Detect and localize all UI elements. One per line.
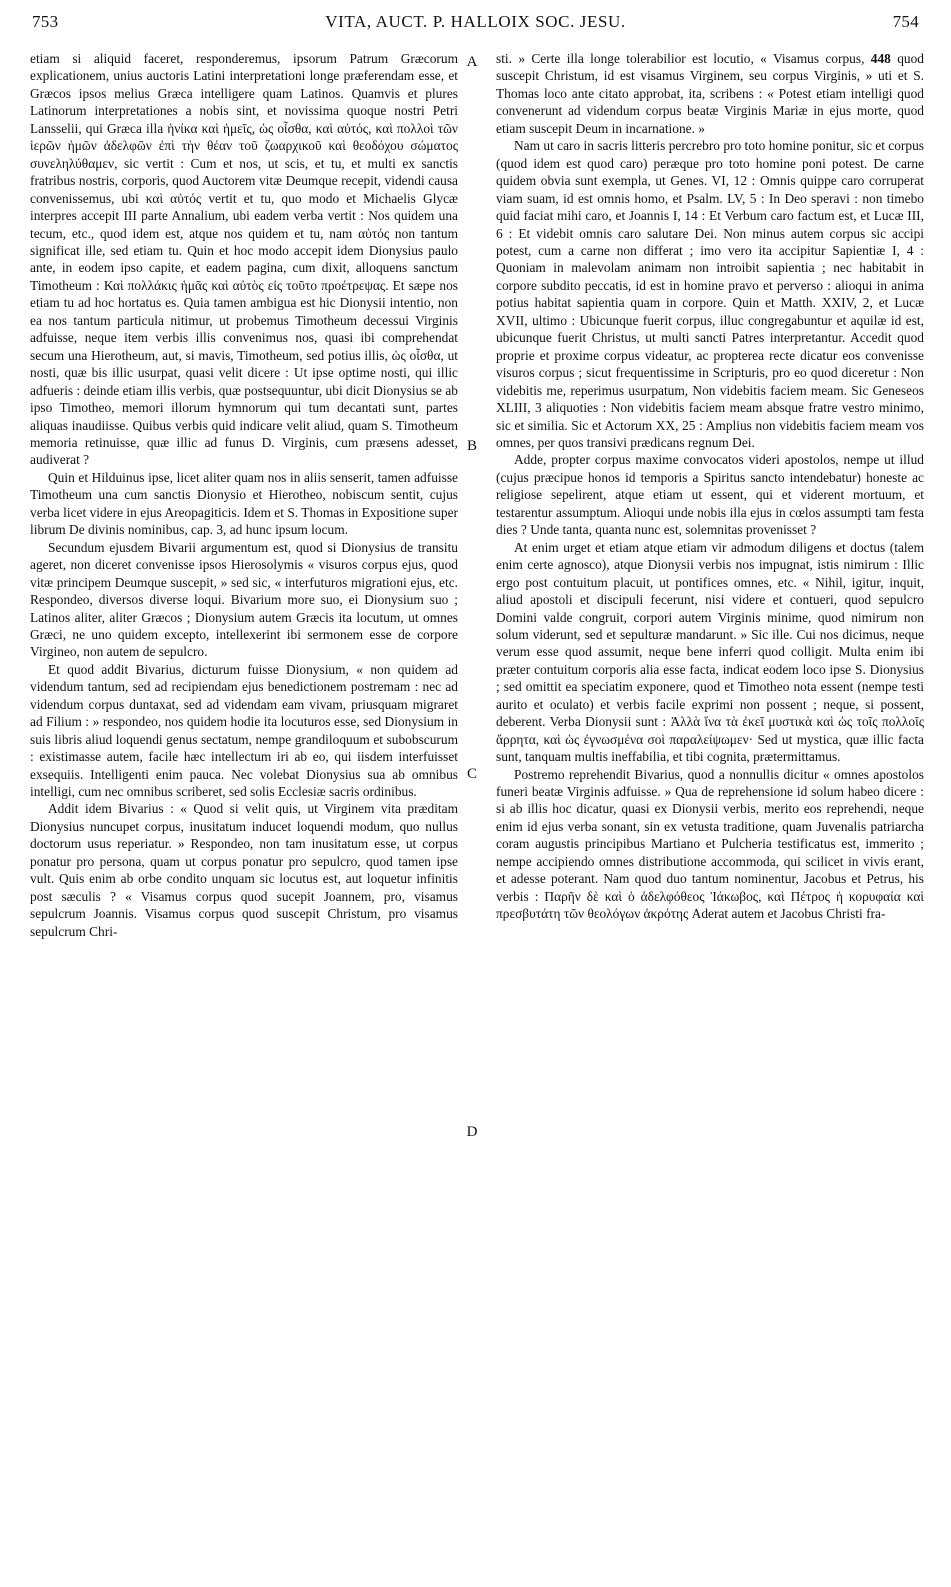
paragraph: Nam ut caro in sacris litteris percrebro pro toto homine ponitur, sic et corpus (quod idem est quod caro) peræque pro toto homine poni potest. De carne quidem obvia sunt exempla, ut Genes. VI, 12 : Omnis quippe caro corruperat viam suam, id est omnis homo, et Psalm. LV, 5 : In Deo speravi : non timebo quid faciat mihi caro, et Joannis I, 14 : Et Verbum caro factum est, et Lucæ III, 6 : Et videbit omnis caro salutare Dei. Non minus autem corpus sic accipi potest, cum a carne non differat ; imo vero ita accipitur Sapientiæ I, 4 : Quoniam in malevolam animam non introibit sapientia ; nec habitabit in corpore subdito peccatis, id est in homine pravo et perverso : alioqui in anima potius habitat sapientia quam in corpore. Quin et Matth. XXIV, 2, et Lucæ XVII, ultimo : Ubicunque fuerit corpus, illuc congregabuntur et aquilæ id est, ubicunque fuerit Christus, ut multi sancti Patres interpretantur. Accedit quod proprie et proxime corpus videatur, ac propterea recte dicatur eos convenisse visuros corpus ; sicut frequentissime in Scripturis, pro eo quod diceretur : Non videbitis me, reperimus usurpatum, Non videbitis faciem meam. Sic Geneseos XLIII, 3 aliquoties : Non videbitis faciem meam absque fratre vestro minimo, sic et similia. Sic et Actorum XX, 25 : Amplius non videbitis faciem meam vos omnes, per quos transivi prædicans regnum Dei. bbox=[496, 138, 924, 450]
paragraph: Secundum ejusdem Bivarii argumentum est, quod si Dionysius de transitu ageret, non diceret convenisse ipsos Hierosolymis « visuros corpus ejus, quod vitæ principem Deumque suscepit, » sed sic, « interfuturos migrationi ejus, etc. Respondeo, diversos diverse loqui. Bivarium more suo, ei Dionysium suo ; Latinos aliter, aliter Græcos ; Dionysium autem Græcis ita locutum, ut omnes Græci, ne uno quidem excepto, intellexerint ibi sermonem esse de corpore Virgineo, non autem de sepulcro. bbox=[30, 539, 458, 660]
running-title: VITA, AUCT. P. HALLOIX SOC. JESU. bbox=[325, 12, 626, 31]
paragraph: Adde, propter corpus maxime convocatos videri apostolos, nempe ut illud (cujus præcipue honos id temporis a Spiritus sancto intendebatur) honeste ac religiose sepelirent, atque etiam ut essent, qui et viderent mortuum, et testarentur assumptum. Alioqui unde nobis illa ejus in cœlos assumpti tam festa dies ? Unde tanta, quanta nunc est, solemnitas provenisset ? bbox=[496, 452, 924, 538]
margin-marker-c: C bbox=[466, 766, 477, 782]
paragraph: etiam si aliquid faceret, responderemus, ipsorum Patrum Græcorum explicationem, unius auctoris Latini interpretationi longe præferendam esse, et Græcos ipsos melius Græca intelligere quam Latinos. Quamvis et plures Latinorum interpretationes a nobis sint, et novissima quoque nostri Petri Lansselii, qui Græca illa ἡνίκα καὶ ἡμεῖς, ὡς οἶσθα, καὶ αὐτός, καὶ πολλοὶ τῶν ἱερῶν ἡμῶν ἀδελφῶν ἐπὶ τὴν θέαν τοῦ ζωαρχικοῦ καὶ θεοδόχου σώματος συνεληλύθαμεν, sic vertit : Cum et nos, ut scis, et tu, et multi ex sanctis fratribus nostris, corporis, quod Auctorem vitæ Deumque recepit, videndi causa convenissemus, ubi καὶ αὐτός vertit et tu, quo modo et Michaelis Glycæ interpres accepit III parte Annalium, ubi eadem verba vertit : Nos quidem una tecum, etc., quod idem est, atque nos quidem et tu, nam αὐτός non tantum significat ille, sed etiam tu. Quin et hoc modo accepit idem Dionysius paulo ante, in eodem ipso capite, et eadem pagina, cum dixit, alloquens sanctum Timotheum : Καὶ πολλάκις ἡμᾶς καὶ αὐτὸς εἰς τοῦτο προέτρεψας. Et sæpe nos etiam tu ad hoc hortatus es. Quia tamen ambigua est hic Dionysii intentio, non ea nos tantum particula nitimur, ut probemus Timotheum decessui Virginis adfuisse, neque item verbis illis convenimus nos, quasi ibi comprehendat secum una Hierotheum, aut, si mavis, Timotheum, sed potius illis, ὡς οἶσθα, ut nosti, quæ bis illic usurpat, quasi velit dicere : Ut ipse optime nosti, qui illic adfueris : deinde etiam illis verbis, quæ postsequuntur, ubi dicit Dionysius se ab ipso Timotheo, memori illorum hymnorum qui tum decantati sunt, partes aliquas inaudiisse. Quibus verbis quid indicare velit aliud, quam S. Timotheum memoria retinuisse, quæ illic ad funus D. Virginis, cum præsens adesset, audiverat ? bbox=[30, 51, 458, 468]
paragraph-start: sti. » Certe illa longe tolerabilior est locutio, « Visamus corpus, bbox=[496, 51, 865, 66]
left-column bbox=[30, 50, 458, 940]
paragraph: Quin et Hilduinus ipse, licet aliter quam nos in aliis senserit, tamen adfuisse Timotheum una cum sanctis Dionysio et Hierotheo, nobiscum sentit, cujus verba licet videre in ejus Areopagiticis. Idem et S. Thomas in Expositione super librum De divinis nominibus, cap. 3, ad hunc ipsum locum. bbox=[30, 469, 458, 538]
margin-marker-d: D bbox=[466, 1124, 478, 1140]
page-break-number: 448 bbox=[870, 51, 891, 66]
margin-marker-b: B bbox=[466, 438, 477, 454]
paragraph: Postremo reprehendit Bivarius, quod a nonnullis dicitur « omnes apostolos funeri beatæ Virginis adfuisse. » Qua de reprehensione id solum habeo dicere : si ab illis hoc dicatur, quasi ex Dionysii verbis, merito eos reprehendi, neque enim id ejus verba sonant, sin ex vetusta traditione, quam Juvenalis patriarcha coram augustis principibus Martiano et Pulcheria testificatus est, immerito ; nempe accipiendo omnes distributione accommoda, qui scilicet in vivis erant, et adesse poterant. Nam quod duo tantum nominentur, Jacobus et Petrus, his verbis : Παρῆν δὲ καὶ ὁ ἀδελφόθεος Ἰάκωβος, καὶ Πέτρος ἡ κορυφαία καὶ πρεσβυτάτη τῶν θεολόγων ἀκρότης Aderat autem et Jacobus Christi fra- bbox=[496, 766, 924, 922]
right-column bbox=[496, 50, 924, 923]
margin-marker-a: A bbox=[466, 54, 478, 70]
paragraph: Addit idem Bivarius : « Quod si velit quis, ut Virginem vita præditam Dionysius nuncupet corpus, inusitatum inducet loquendi modum, quo nullus doctorum usus reperiatur. » Respondeo, non tam inusitatum esse, ut corpus ponatur pro persona, quam ut corpus ponatur pro sepulcro, quod tamen ipse vult. Quis enim ab orbe condito unquam sic locutus est, aut loquetur infinitis post sæculis ? « Visamus corpus quod sucepit Joannem, pro, visamus sepulcrum Joannis. Visamus corpus quod suscepit Christum, pro visamus sepulcrum Chri- bbox=[30, 801, 458, 939]
paragraph: Et quod addit Bivarius, dicturum fuisse Dionysium, « non quidem ad videndum tantum, sed ad recipiendam ejus benedictionem postremam : nec ad videndum corpus duntaxat, sed ad videndam eam vivam, priusquam migraret ad Filium : » respondeo, nos quidem hodie ita locuturos esse, sed Dionysium in suis libris aliud loquendi genus sectatum, nempe grandiloquum et subobscurum : existimasse autem, facile hæc intellectum iri ab eo, qui iisdem interfuisset exsequiis. Intelligenti enim pauca. Nec volebat Dionysius sua ab omnibus intelligi, cum nec omnibus scriberet, sed solis Ecclesiæ sacris ordinibus. bbox=[30, 661, 458, 800]
right-page-number: 754 bbox=[892, 12, 919, 31]
paragraph bbox=[496, 50, 924, 137]
left-page-number: 753 bbox=[32, 12, 59, 31]
paragraph-continuation: quod suscepit Christum, id est visamus Virginem, seu corpus Virginis, » uti et S. Thomas loco ante citato approbat, ita, scribens : « Potest etiam intelligi quod convenerunt ad videndum corpus beatæ Virginis Mariæ in ejus morte, quod etiam suscepit Deum in incarnatione. » bbox=[496, 51, 924, 136]
paragraph: At enim urget et etiam atque etiam vir admodum diligens et doctus (talem enim certe agnosco), atque Dionysii verbis nos impugnat, istis nimirum : Illic ergo post contuitum placuit, ut pontifices omnes, etc. « Nihil, igitur, inquit, aliud apostoli et discipuli fecerunt, nisi videre et contueri, quod sepulcro Domini valde congruit, corpori autem Virginis minime, quod nimirum non solum viderunt, sed et sepulturæ mandarunt. » Sic ille. Cui nos dicimus, neque verum esse quod assumit, neque bene inferri quod colligit. Multa enim ibi præter contuitum corporis alia esse facta, indicat eodem loco ipse S. Dionysius ; sed omittit ea speciatim exponere, quod et Timotheo nota essent (nempe testi aurito et oculato) et verbis facile exprimi non possent ; neque, si possent, deberent. Verba Dionysii sunt : Ἀλλὰ ἵνα τὰ ἐκεῖ μυστικὰ καὶ ὡς τοῖς πολλοῖς ἄρρητα, καὶ ὡς ἐγνωσμένα σοὶ παραλείψωμεν· Sed ut mystica, quæ illic facta sunt, tanquam multis ineffabilia, et tibi cognita, prætermittamus. bbox=[496, 539, 924, 765]
running-header bbox=[32, 12, 919, 38]
